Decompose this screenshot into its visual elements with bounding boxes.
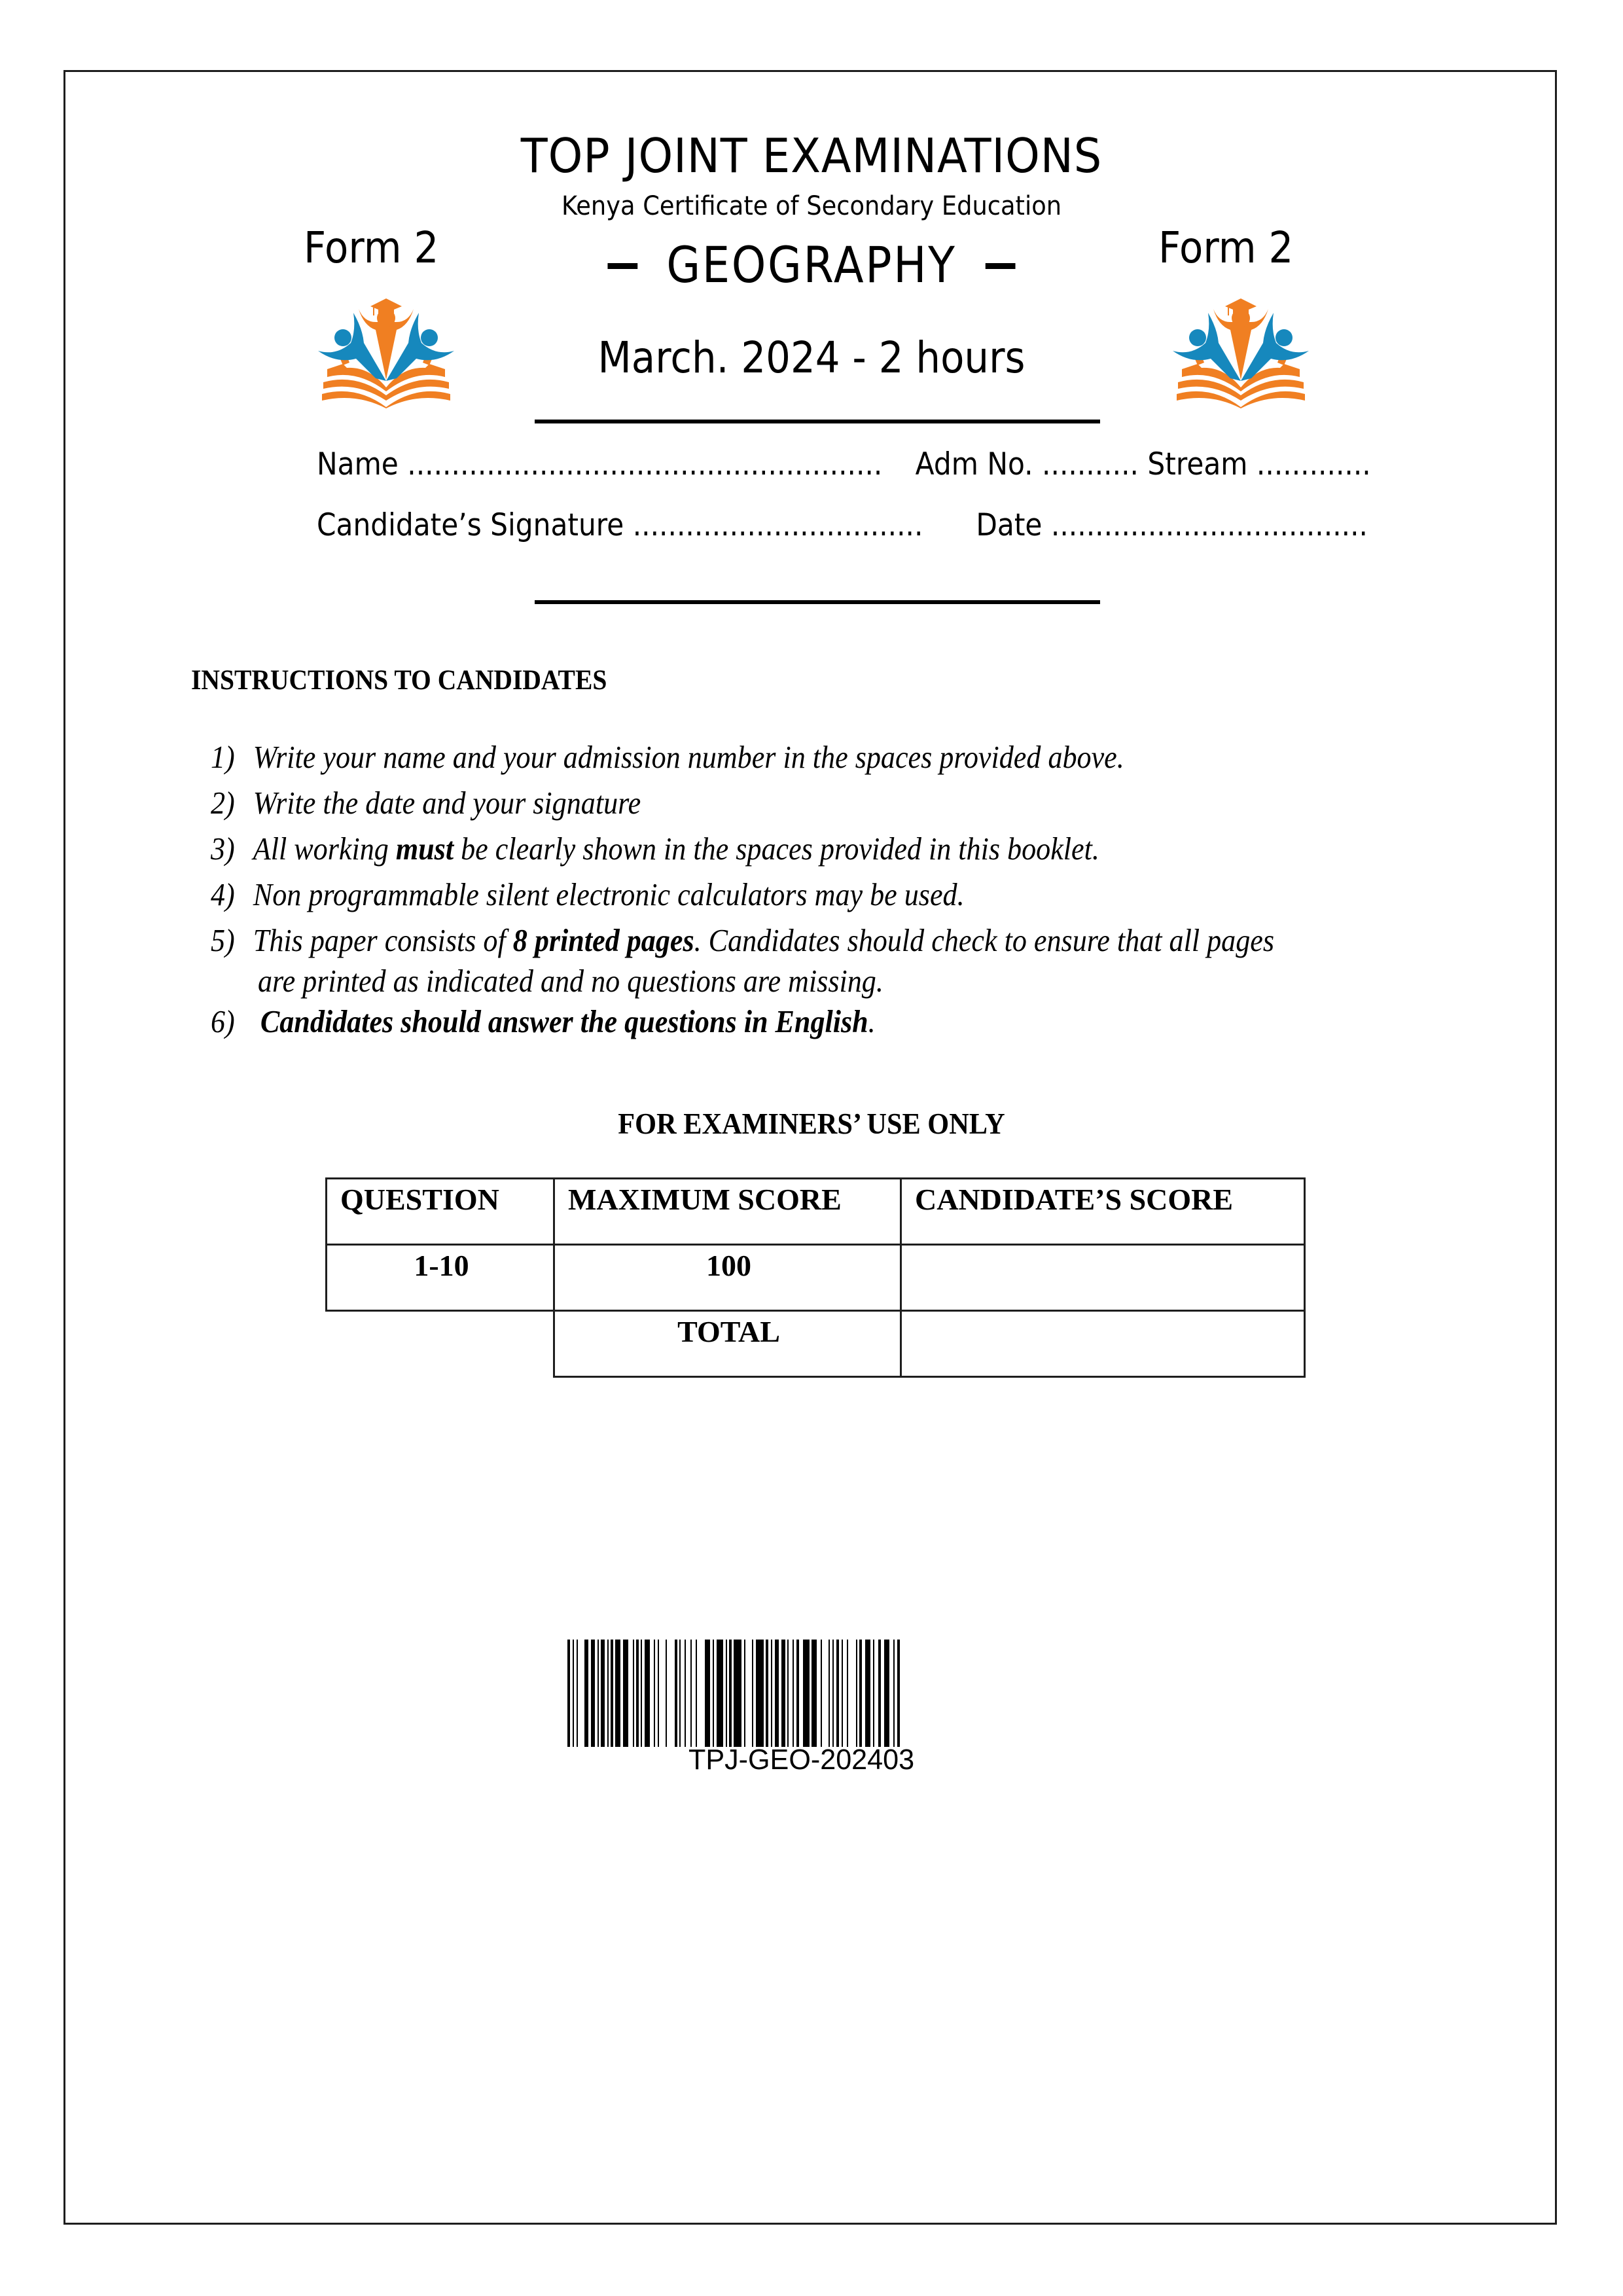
barcode-bar: [812, 1640, 817, 1747]
date-label: Date: [976, 507, 1043, 543]
column-header-question: QUESTION: [327, 1179, 554, 1245]
instruction-item-1: 1) Write your name and your admission number in the spaces provided above.: [211, 739, 1124, 775]
instructions-heading: INSTRUCTIONS TO CANDIDATES: [191, 665, 607, 696]
instruction-item-2: 2) Write the date and your signature: [211, 785, 641, 821]
dash-left: [608, 263, 638, 269]
barcode-text: TPJ-GEO-202403: [688, 1744, 915, 1776]
stream-field[interactable]: .............: [1256, 446, 1371, 482]
barcode-space: [578, 1640, 584, 1747]
candidate-row-2: [317, 507, 1368, 543]
form-level-right: Form 2: [1158, 223, 1294, 273]
instruction-item-6: 6) Candidates should answer the questions in English.: [211, 1003, 876, 1039]
instruction-item-5: 5) This paper consists of 8 printed pages. Candidates should check to ensure that all pages: [211, 922, 1274, 958]
candidate-row-1: [317, 446, 1371, 482]
barcode-space: [848, 1640, 856, 1747]
name-label: Name: [317, 446, 399, 482]
barcode-bar: [615, 1640, 620, 1747]
barcode-bar: [623, 1640, 628, 1747]
barcode-bar: [756, 1640, 764, 1747]
header-divider-bottom: [535, 600, 1100, 604]
candidate-score-cell[interactable]: [901, 1245, 1305, 1311]
barcode: [567, 1640, 900, 1747]
empty-cell: [327, 1311, 554, 1377]
instruction-item-5-continued: are printed as indicated and no questions are missing.: [258, 963, 883, 999]
barcode-bar: [803, 1640, 810, 1747]
table-total-row: [327, 1311, 1305, 1377]
max-score-cell: 100: [554, 1245, 901, 1311]
adm-no-label: Adm No.: [915, 446, 1033, 482]
column-header-max-score: MAXIMUM SCORE: [554, 1179, 901, 1245]
signature-label: Candidate’s Signature: [317, 507, 624, 543]
certificate-subtitle: Kenya Certificate of Secondary Education: [561, 191, 1062, 221]
signature-field[interactable]: .................................: [632, 507, 923, 543]
score-table: [325, 1177, 1306, 1378]
exam-date-duration: March. 2024 - 2 hours: [597, 332, 1026, 383]
barcode-space: [628, 1640, 633, 1747]
total-label-cell: TOTAL: [554, 1311, 901, 1377]
name-field[interactable]: ......................................................: [407, 446, 883, 482]
barcode-bar: [717, 1640, 723, 1747]
table-header-row: [327, 1179, 1305, 1245]
barcode-bar: [865, 1640, 870, 1747]
instruction-item-3: 3) All working must be clearly shown in the spaces provided in this booklet.: [211, 831, 1099, 867]
barcode-space: [822, 1640, 829, 1747]
barcode-space: [659, 1640, 666, 1747]
instruction-item-4: 4) Non programmable silent electronic calculators may be used.: [211, 876, 965, 912]
barcode-bar: [884, 1640, 889, 1747]
subject-name: GEOGRAPHY: [666, 236, 957, 294]
barcode-space: [686, 1640, 690, 1747]
form-level-left: Form 2: [304, 223, 439, 273]
examiners-use-heading: FOR EXAMINERS’ USE ONLY: [618, 1107, 1005, 1140]
total-score-cell[interactable]: [901, 1311, 1305, 1377]
barcode-bar: [897, 1640, 900, 1747]
adm-no-field[interactable]: ...........: [1042, 446, 1139, 482]
subject-title: [98, 236, 1525, 294]
question-range-cell: 1-10: [327, 1245, 554, 1311]
organization-title: TOP JOINT EXAMINATIONS: [520, 128, 1103, 183]
column-header-candidate-score: CANDIDATE’S SCORE: [901, 1179, 1305, 1245]
date-field[interactable]: ....................................: [1050, 507, 1368, 543]
table-row: [327, 1245, 1305, 1311]
barcode-space: [697, 1640, 705, 1747]
barcode-bar: [705, 1640, 710, 1747]
page-border: [63, 70, 1557, 2225]
barcode-bar: [734, 1640, 741, 1747]
barcode-space: [745, 1640, 752, 1747]
dash-right: [986, 263, 1016, 269]
stream-label: Stream: [1147, 446, 1248, 482]
header-divider-top: [535, 420, 1100, 423]
barcode-bar: [645, 1640, 650, 1747]
barcode-space: [667, 1640, 675, 1747]
